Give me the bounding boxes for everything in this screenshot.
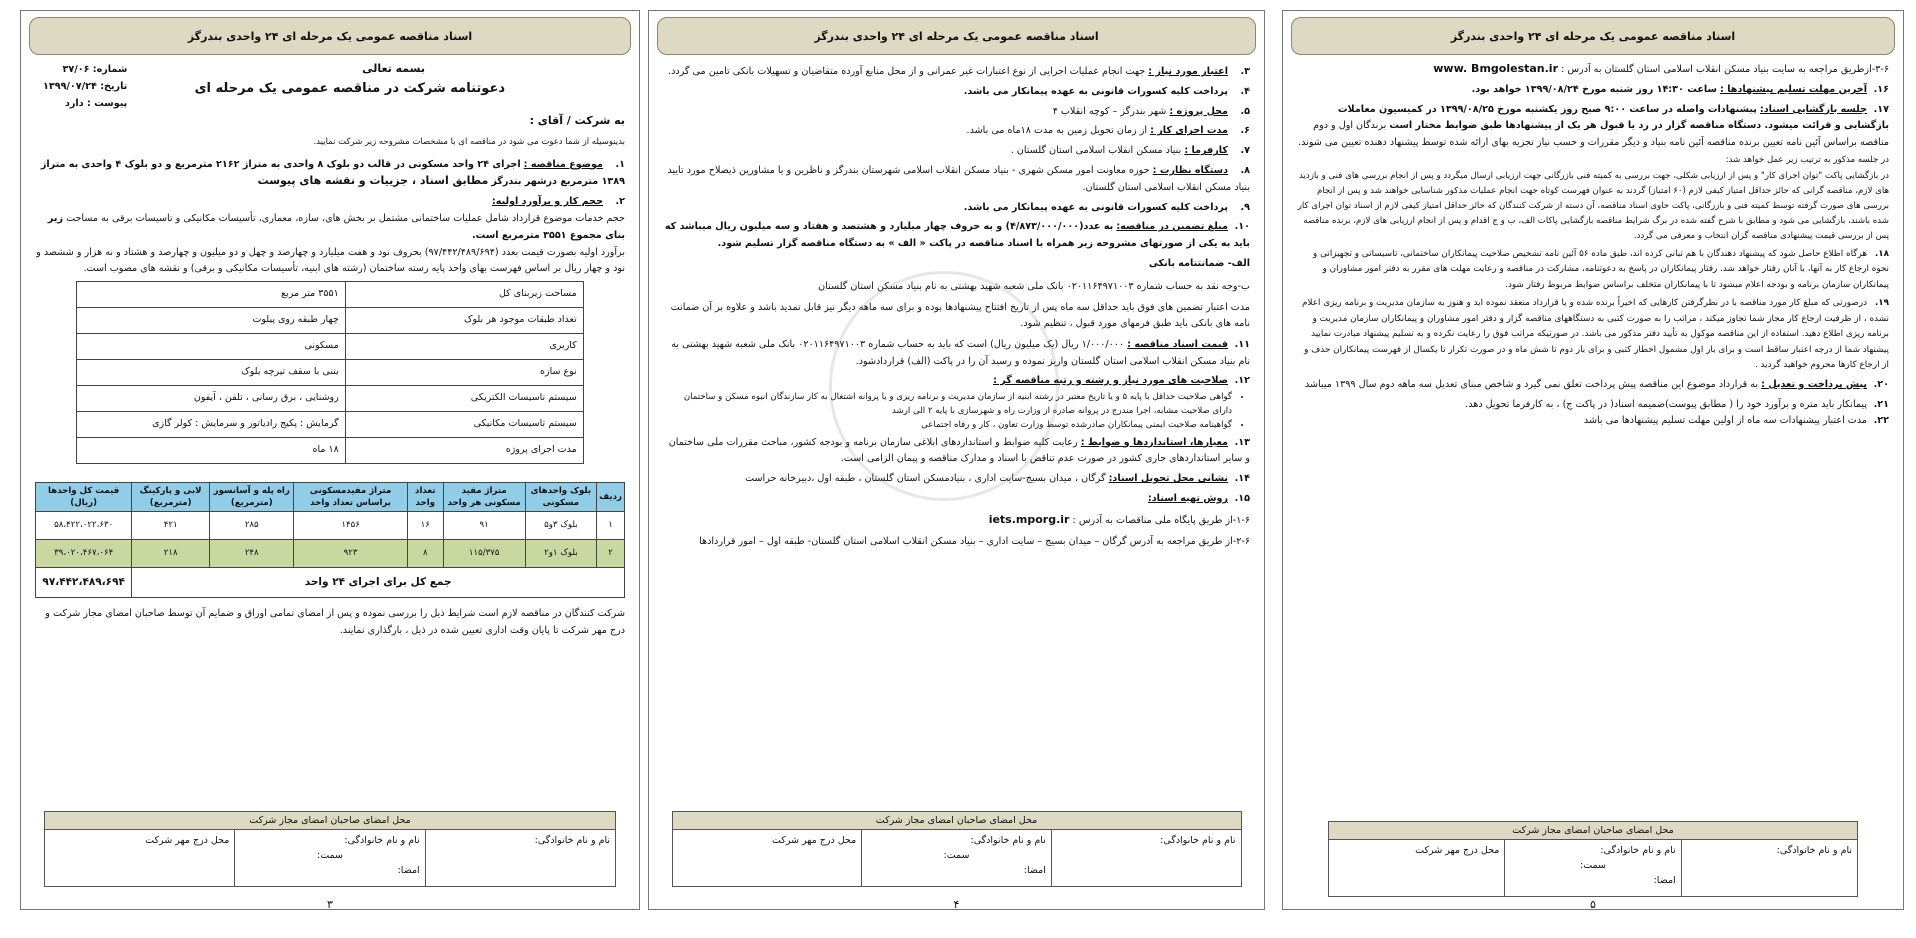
item-12: ۱۲.صلاحیت های مورد نیاز و رشته و رتبه مناقصه گر :	[993, 374, 1250, 386]
qualification-item: • گواهی صلاحیت حداقل با پایه ۵ و یا تاریخ معتبر در رشته ابنیه از سازمان مدیریت و برنامه ریزی و یا پروانه اشتغال به کار سازندگان انبوه مسکن و ساختمان دارای صلاحیت مشابه، اجرا مندرج در پروانه صادره از وزارت راه و شهرسازی با پایه ۲ الی ارشد	[663, 390, 1232, 418]
cost-cell: ۲۱۸	[132, 540, 210, 568]
seal-label: محل درج مهر شرکت	[145, 835, 230, 846]
position-label: سمت:	[1580, 860, 1606, 871]
item-number: ۱۰.	[1234, 221, 1250, 233]
item-16: ۱۶.آخرین مهلت تسلیم پیشنهادها : ساعت ۱۴:۳۰ روز شنبه مورخ ۱۳۹۹/۰۸/۲۴ خواهد بود.	[1471, 83, 1889, 95]
cost-header-cell: لابی و پارکینگ (مترمربع)	[132, 483, 210, 512]
name-label: نام و نام خانوادگی:	[534, 835, 610, 846]
cost-cell: ۱	[597, 512, 625, 540]
cost-cell: بلوک ۳و۵	[525, 512, 597, 540]
tender-item	[663, 163, 1250, 197]
tender-item	[663, 219, 1250, 253]
spec-key: سیستم تاسیسات الکتریکی	[345, 386, 583, 412]
item-text: پرداخت کلیه کسورات قانونی به عهده پیمانکار می باشد.	[963, 85, 1228, 97]
cost-header-cell: راه پله و آسانسور (مترمربع)	[210, 483, 294, 512]
cost-cell: ۹۱	[443, 512, 525, 540]
item-13: ۱۳.معیارها، استانداردها و ضوابط : رعایت کلیه ضوابط و استانداردهای ابلاغی سازمان برنامه و بودجه کشور، مباحث مقررات ملی ساختمان و سایر استانداردهای جاری کشور در صورت عدم تناقض با اسناد و مدارک مناقصه و پیمان الزامی است.	[668, 436, 1250, 465]
cost-total-value: ۹۷،۴۴۲،۴۸۹،۶۹۴	[36, 568, 132, 598]
cost-total-row	[36, 568, 625, 598]
spec-row	[77, 412, 583, 438]
page-number: ۴	[953, 898, 960, 910]
tender-item	[663, 200, 1250, 217]
invitation-title: دعوتنامه شرکت در مناقصه عمومی یک مرحله ای	[194, 81, 505, 96]
cost-header-cell: تعداد واحد	[407, 483, 443, 512]
name-label: نام و نام خانوادگی:	[344, 835, 420, 846]
signature-box	[672, 811, 1242, 887]
page-4	[648, 10, 1265, 910]
item-label: مدت اجرای کار :	[1150, 125, 1228, 137]
item-15-3: ۳-۶-ازطریق مراجعه به سایت بنیاد مسکن انقلاب اسلامی استان گلستان به آدرس : www. Bmgolestan.ir	[1433, 62, 1889, 75]
item-number: ۵.	[1240, 105, 1250, 117]
spec-row	[77, 334, 583, 360]
page-number: ۳	[327, 898, 333, 910]
guarantee-note: مدت اعتبار تضمین های فوق باید حداقل سه ماه پس از تاریخ افتتاح پیشنهادها بوده و برای سه ماهه دیگر نیز قابل تمدید باشد و علاوه بر آن ضمانت نامه های بانکی باید طبق فرمهای مورد قبول ، تنظیم شود.	[670, 301, 1250, 330]
item-label: دستگاه نظارت :	[1152, 164, 1228, 176]
item-text: بنیاد مسکن انقلاب اسلامی استان گلستان .	[1010, 145, 1182, 157]
qualification-list	[663, 390, 1250, 432]
closing-text: شرکت کنندگان در مناقصه لازم است شرایط ذیل را بررسی نموده و پس از امضای تمامی اوراق و ضمایم آن توسط صاحبان امضای مجاز شرکت و درج مهر شرکت تا پایان وقت اداری تعیین شده در ذیل ، بارگذاری نمایند.	[45, 608, 625, 636]
intro-text: بدینوسیله از شما دعوت می شود در مناقصه ای با مشخصات مشروحه زیر شرکت نمایید.	[313, 136, 625, 147]
spec-row	[77, 360, 583, 386]
cost-header-cell: متراژ مفید مسکونی هر واحد	[443, 483, 525, 512]
item-14: ۱۴.نشانی محل تحویل اسناد: گرگان ، میدان بسیج-سایت اداری ، بنیادمسکن استان گلستان ، طبقه اول ،دبیرخانه حراست	[745, 473, 1250, 485]
item-11: ۱۱.قیمت اسناد مناقصه : ۱/۰۰۰/۰۰۰ ریال (یک میلیون ریال) است که باید به حساب شماره ۰۲۰۱۱۶۴۹۷۱۰۰۳ بانک ملی شعبه شهید بهشتی به نام بنیاد مسکن انقلاب اسلامی استان گلستان واریز نموده و رسید آن را در پاکت (الف) قراردادشود.	[671, 339, 1250, 367]
spec-key: تعداد طبقات موجود هر بلوک	[345, 308, 583, 334]
tender-site-link[interactable]: iets.mporg.ir	[988, 512, 1070, 526]
name-label: نام و نام خانوادگی:	[970, 835, 1046, 846]
spec-value: گرمایش : پکیج رادیاتور و سرمایش : کولر گازی	[77, 412, 345, 438]
tender-item	[663, 64, 1250, 81]
item-17-sub: در جلسه مذکور به ترتیب زیر عمل خواهد شد:	[1725, 154, 1889, 165]
page-number: ۵	[1590, 898, 1596, 910]
item-20: ۲۰.پیش پرداخت و تعدیل : به قرارداد موضوع این مناقصه پیش پرداخت تعلق نمی گیرد و شاخص مبنای تعدیل سه ماهه دوم سال ۱۳۹۹ میباشد	[1304, 378, 1889, 390]
item-label: محل پروژه :	[1169, 105, 1228, 117]
page-5	[1282, 10, 1904, 910]
cost-cell: ۴۲۱	[132, 512, 210, 540]
page-header: اسناد مناقصه عمومی یک مرحله ای ۲۴ واحدی بندرگز	[1291, 17, 1895, 55]
cost-cell: ۲۴۸	[210, 540, 294, 568]
to-company: به شرکت / آقای :	[529, 114, 625, 127]
guarantee-b: ب-وجه نقد به حساب شماره ۰۲۰۱۱۶۴۹۷۱۰۰۳ بانک ملی شعبه شهید بهشتی به نام بنیاد مسکن استان گلستان	[818, 280, 1250, 292]
item-2: ۲.حجم کار و برآورد اولیه:	[491, 196, 625, 208]
cost-header-cell: قیمت کل واحدها (ریال)	[36, 483, 132, 512]
tender-item	[663, 123, 1250, 140]
tender-item	[663, 143, 1250, 160]
spec-key: نوع سازه	[345, 360, 583, 386]
sign-label: امضا:	[1653, 875, 1676, 886]
name-label: نام و نام خانوادگی:	[1600, 845, 1676, 856]
item-19: ۱۹.درصورتی که مبلغ کار مورد مناقصه با در نظرگرفتن کارهایی که اخیراً برنده شده و یا قرارداد منعقد نموده اید و هنوز به سازمان مدیریت و برنامه ریزی اعلام نشده ، از ظرفیت ارجاع کار مجاز شما تجاوز میکند ، مراتب را به صورت کتبی به دستگاههای مناقصه گزار و دفتر امور مشاوران و پیمانکاران سازمان مدیریت و برنامه ریزی اطلاع دهید. استفاده از این مناقصه موکول به تأیید دفتر مذکور می باشد. در صورتیکه مراتب فوق را رعایت نکرده و به تسلیم پیشنهاد مبادرت نمایید پیشنهاد شما از درجه اعتبار ساقط است و برای بار اول مشمول اخطار کتبی و برای بار دوم تا شش ماه و در صورت تکرار تا یکسال از فهرست پیمانکاران حذف و از ارجاع کارها محروم خواهید گردید .	[1302, 298, 1889, 371]
page-5-body	[1283, 59, 1903, 430]
spec-row	[77, 438, 583, 464]
signature-box	[1328, 821, 1858, 897]
cost-cell: ۸	[407, 540, 443, 568]
spec-value: مسکونی	[77, 334, 345, 360]
cost-cell: ۱۶	[407, 512, 443, 540]
item-17: ۱۷.جلسه بازگشایی اسناد: پیشنهادات واصله در ساعت ۹:۰۰ صبح روز یکشنبه مورخ ۱۳۹۹/۰۸/۲۵ در کمیسیون معاملات بازگشایی و قرائت میشود. دستگاه مناقصه گزار در رد یا قبول هر یک از پیشنهادها طبق ضوابط مختار است برندگان اول و دوم مناقصه براساس آئین نامه تعیین برنده مناقصه آئین نامه بنیاد و دیگر مقررات و حسب نیاز تجزیه بهای ارائه شده توسط پیشنهاد دهنده تعیین می شوند.	[1298, 103, 1889, 149]
cost-header-cell: متراژ مفیدمسکونی براساس تعداد واحد	[294, 483, 407, 512]
signature-title: محل امضای صاحبان امضای مجاز شرکت	[1329, 822, 1857, 840]
cost-cell: بلوک ۱و۲	[525, 540, 597, 568]
item-number: ۴.	[1240, 85, 1250, 97]
estimate-text: برآورد اولیه بصورت قیمت بعدد (۹۷/۴۴۲/۴۸۹/۶۹۴) بحروف نود و هفت میلیارد و چهارصد و چهل و دو میلیون و چهارصد و هشتاد و نه هزار و ششصد و نود و چهار ریال بر اساس فهرست بهای واحد پایه رسته ساختمان (رشته های ابنیه، تأسیسات مکانیکی و برقی) و نقشه های مصوب است.	[36, 246, 625, 275]
cost-cell: ۱۱۵/۳۷۵	[443, 540, 525, 568]
spec-key: سیستم تاسیسات مکانیکی	[345, 412, 583, 438]
cost-total-label: جمع کل برای اجرای ۲۴ واحد	[132, 568, 625, 598]
item-15-1: ۱-۶-از طریق پایگاه ملی مناقصات به آدرس : iets.mporg.ir	[988, 512, 1250, 526]
name-label: نام و نام خانوادگی:	[1160, 835, 1236, 846]
page-3	[20, 10, 640, 910]
name-label: نام و نام خانوادگی:	[1776, 845, 1852, 856]
spec-value: بتنی با سقف تیرچه بلوک	[77, 360, 345, 386]
item-2-text: حجم خدمات موضوع قرارداد شامل عملیات ساختمانی مشتمل بر بخش های، سازه، معماری، تأسیسات مکانیکی و تاسیسات برقی به مساحت زیر بنای مجموع ۳۵۵۱ مترمربع است.	[47, 212, 625, 241]
spec-value: چهار طبقه روی پیلوت	[77, 308, 345, 334]
spec-key: مدت اجرای پروژه	[345, 438, 583, 464]
cost-row	[36, 512, 625, 540]
tender-item	[663, 84, 1250, 101]
spec-value: ۱۸ ماه	[77, 438, 345, 464]
letter-date: تاریخ: ۱۳۹۹/۰۷/۲۴	[43, 81, 128, 92]
position-label: سمت:	[943, 850, 970, 861]
spec-value: ۳۵۵۱ متر مربع	[77, 282, 345, 308]
page-header: اسناد مناقصه عمومی یک مرحله ای ۲۴ واحدی بندرگز	[657, 17, 1256, 55]
item-17-detail: در بازگشایی پاکت "توان اجرای کار" و پس از ارزیابی شکلی، جهت بررسی به کمیته فنی بازرگانی جهت ارزیابی ارسال میگردد و پس از انجام بررسی های فنی و بازدید های لازم، مناقصه گرانی که حائز حداقل امتیاز کیفی لازم (۶۰ امتیاز) گردند به عنوان فهرست کوتاه جهت انجام عملیات مذکور شناسایی خواهند شد و پس از انجام بررسی های صورت گرفته توسط کمیته فنی و بازرگانی، پاکت حاوی اسناد مناقصه، آن دسته از شرکت کنندگان که حائز حداقل امتیاز کیفی لازم از اسناد توان اجرای کار شده باشند، بازگشایی می شود و مطابق با شرح گفته شده در برگ شرایط مناقصه بازگشایی پاکات الف، ب و ج اقدام و پس از انجام ارزیابی های لازم، برنده مناقصه پس از بررسی قیمت پیشنهادی مناقصه گران انتخاب و معرفی می گردد.	[1297, 170, 1889, 241]
page-3-body	[21, 59, 639, 640]
cost-cell: ۹۲۳	[294, 540, 407, 568]
item-label: مبلغ تضمین در مناقصه:	[1116, 221, 1228, 233]
item-number: ۸.	[1240, 164, 1250, 176]
seal-label: محل درج مهر شرکت	[771, 835, 857, 846]
cost-header-cell: ردیف	[597, 483, 625, 512]
item-text: شهر بندرگز – کوچه انقلاب ۴	[1052, 105, 1167, 117]
item-number: ۳.	[1240, 66, 1250, 77]
cost-cell: ۳۹،۰۲۰،۴۶۷،۰۶۴	[36, 540, 132, 568]
item-number: ۷.	[1240, 145, 1250, 157]
foundation-site-link[interactable]: www. Bmgolestan.ir	[1433, 62, 1558, 75]
item-15-2: ۲-۶-از طریق مراجعه به آدرس گرگان – میدان بسیج – سایت اداری – بنیاد مسکن انقلاب اسلامی استان گلستان- طبقه اول – امور قراردادها	[699, 535, 1250, 547]
spec-key: کاربری	[345, 334, 583, 360]
cost-table	[35, 482, 625, 598]
spec-row	[77, 308, 583, 334]
page-header: اسناد مناقصه عمومی یک مرحله ای ۲۴ واحدی بندرگز	[29, 17, 631, 55]
item-1: ۱.موضوع مناقصه : اجرای ۲۴ واحد مسکونی در قالب دو بلوک ۸ واحدی به متراژ ۲۱۶۲ مترمربع و دو بلوک ۴ واحدی به متراژ ۱۳۸۹ مترمربع درشهر بندرگز مطابق اسناد ، جزییات و نقشه های پیوست	[40, 158, 625, 188]
item-21: ۲۱.پیمانکار باید متره و برآورد خود را ( مطابق پیوست)ضمیمه اسناد( در پاکت ج) ، به کارفرما تحویل دهد.	[1465, 398, 1889, 410]
cost-cell: ۵۸،۴۲۲،۰۲۲،۶۳۰	[36, 512, 132, 540]
item-number: ۶.	[1240, 125, 1250, 137]
bismillah: بسمه تعالی	[362, 62, 425, 75]
item-text: جهت انجام عملیات اجرایی از نوع اعتبارات غیر عمرانی و از محل منابع آورده متقاضیان و تسهیلات بانکی تامین می گردد.	[668, 66, 1146, 77]
cost-header-cell: بلوک واحدهای مسکونی	[525, 483, 597, 512]
item-22: ۲۲.مدت اعتبار پیشنهادات سه ماه از اولین مهلت تسلیم پیشنهادها می باشد	[1583, 415, 1889, 427]
item-text: حوزه معاونت امور مسکن شهری - بنیاد مسکن انقلاب اسلامی شهرستان بندرگز و ناظرین و یا مشاورین ذیصلاح مورد تایید بنیاد مسکن انقلاب اسلامی استان گلستان.	[667, 164, 1250, 193]
seal-label: محل درج مهر شرکت	[1415, 845, 1500, 856]
sign-label: امضا:	[397, 865, 420, 876]
item-label: حجم کار و برآورد اولیه:	[491, 196, 603, 208]
spec-value: روشنایی ، برق رسانی ، تلفن ، آیفون	[77, 386, 345, 412]
cost-cell: ۱۴۵۶	[294, 512, 407, 540]
cost-cell: ۲۸۵	[210, 512, 294, 540]
letter-attachment: پیوست : دارد	[64, 98, 128, 109]
signature-title: محل امضای صاحبان امضای مجاز شرکت	[673, 812, 1241, 830]
spec-row	[77, 282, 583, 308]
sign-label: امضا:	[1023, 865, 1046, 876]
item-label: اعتبار مورد نیاز :	[1148, 66, 1228, 77]
page-4-body	[649, 59, 1264, 550]
letter-number: شماره: ۳۷/۰۶	[62, 64, 128, 75]
qualification-item: • گواهینامه صلاحیت ایمنی پیمانکاران صادرشده توسط وزارت تعاون ، کار و رفاه اجتماعی	[663, 418, 1232, 432]
cost-cell: ۲	[597, 540, 625, 568]
item-text: پرداخت کلیه کسورات قانونی به عهده پیمانکار می باشد.	[963, 201, 1228, 213]
spec-row	[77, 386, 583, 412]
cost-row	[36, 540, 625, 568]
guarantee-a: الف- ضمانتنامه بانکی	[1148, 257, 1250, 269]
item-text: از زمان تحویل زمین به مدت ۱۸ماه می باشد.	[966, 125, 1147, 137]
position-label: سمت:	[317, 850, 343, 861]
item-number: ۹.	[1240, 201, 1250, 213]
cost-header-row	[36, 483, 625, 512]
signature-title: محل امضای صاحبان امضای مجاز شرکت	[45, 812, 615, 830]
item-15: ۱۵.روش تهیه اسناد:	[1147, 492, 1250, 504]
project-spec-table	[76, 281, 583, 464]
tender-item	[663, 104, 1250, 121]
item-text: به عدد(۴/۸۷۳/۰۰۰/۰۰۰) و به حروف چهار میلیارد و هشتصد و هفتاد و سه میلیون ریال میباشد که باید به یکی از صورتهای مشروحه زیر همراه با اسناد مناقصه در پاکت « الف » به دستگاه مناقصه گزار تسلیم شود.	[664, 221, 1250, 250]
item-label: کارفرما :	[1184, 145, 1228, 157]
spec-key: مساحت زیربنای کل	[345, 282, 583, 308]
item-label: موضوع مناقصه :	[523, 158, 603, 170]
signature-box	[44, 811, 616, 887]
item-18: ۱۸.هرگاه اطلاع حاصل شود که پیشنهاد دهندگان با هم تبانی کرده اند، طبق ماده ۵۶ آئین نامه تشخیص صلاحیت پیمانکاران ساختمانی، تاسیساتی و تجهیزاتی و نحوه ارجاع کار به آنها، با آنان رفتار خواهد شد. رفتار پیمانکاران در پاسخ به دعوتنامه، مشارکت در مناقصه و رعایت مهلت های مقرر به دفتر امور مشاوران و پیمانکاران سازمان برنامه و بودجه اعلام میشود تا با پیمانکاران متخلف براساس ضوابط مربوط رفتار شود.	[1313, 248, 1889, 290]
